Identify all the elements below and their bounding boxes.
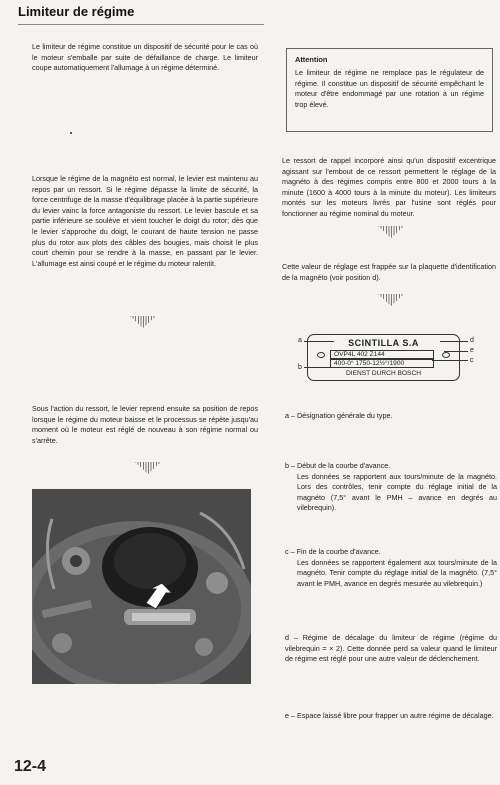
list-item-b [285, 461, 497, 514]
left-paragraph-1: Le limiteur de régime constitue un dispositif de sécurité pour le cas où le moteur s'emballe par suite de défaillance de charge. Le limiteur coupe automatiquement l'allumage à un régime déterminé. [32, 42, 258, 73]
list-item-a [285, 411, 497, 422]
attention-title: Attention [295, 55, 328, 64]
list-item-d [285, 633, 497, 665]
continue-arrow-right-1 [378, 226, 404, 238]
plate-label-a: a [298, 337, 302, 344]
left-paragraph-3: Sous l'action du ressort, le levier reprend ensuite sa position de repos lorsque le régime du moteur baisse et le processus se répète jusqu'au moment où le moteur est réglé de nouveau à son régime normal ou s'arrête. [32, 404, 258, 445]
item-b-body: Les données se rapportent aux tours/minute de la magnéto. Lors des contrôles, tenir compte du réglage initial de la magnéto (7,5° avant le PMH – avance en degrés au vilebrequin). [297, 471, 497, 513]
plate-rivet-left [317, 352, 325, 358]
plate-line-3: DIENST DURCH BOSCH [346, 370, 421, 377]
continue-arrow-right-2 [378, 294, 404, 306]
right-paragraph-2: Cette valeur de réglage est frappée sur la plaquette d'identification de la magnéto (voir position d). [282, 262, 496, 282]
plate-line-2: 400-0° 1750-12½°/1900 [330, 359, 434, 368]
plate-rivet-right [442, 352, 450, 358]
list-item-c [285, 547, 497, 589]
item-d-head: d – Régime de décalage du limiteur de régime (régime du vilebrequin = × 2). Cette donnée perd sa valeur quand le limiteur de régime est réglé pour une autre valeur de déclenchement. [285, 633, 497, 664]
item-c-body: Les données se rapportent également aux tours/minute de la magnéto. Tenir compte du réglage initial de la magnéto. (7,5° avant le PMH, avance en degrés mesurée au vilebrequin.) [297, 557, 497, 588]
page-title: Limiteur de régime [18, 4, 135, 19]
attention-text: Le limiteur de régime ne remplace pas le régulateur de régime. Il constitue un dispositif de sécurité empêchant le moteur d'être endommagé par une rotation à un régime trop élevé. [295, 68, 484, 109]
item-c-head: c – Fin de la courbe d'avance. [285, 547, 381, 556]
leader-c [432, 360, 468, 361]
list-item-e [285, 711, 497, 722]
plate-brand: SCINTILLA S.A [348, 338, 419, 348]
attention-box [286, 48, 493, 132]
title-rule [18, 24, 264, 25]
leader-b [304, 367, 332, 368]
magneto-photo [32, 489, 251, 684]
magneto-photo-drawing [32, 489, 251, 684]
item-b-head: b – Début de la courbe d'avance. [285, 461, 391, 470]
plate-label-d: d [470, 337, 474, 344]
continue-arrow-left-2 [135, 462, 161, 474]
plate-label-c: c [470, 357, 474, 364]
item-a-head: a – Désignation générale du type. [285, 411, 393, 420]
continue-arrow-left-1 [130, 316, 156, 328]
speck [70, 132, 72, 134]
item-e-head: e – Espace laissé libre pour frapper un autre régime de décalage. [285, 711, 494, 720]
plate-line-1: OVP4L 402 Z144 [330, 350, 434, 359]
leader-e [444, 351, 468, 352]
plate-label-e: e [470, 347, 474, 354]
page-number: 12-4 [14, 758, 47, 775]
leader-d [440, 341, 468, 342]
left-paragraph-2: Lorsque le régime de la magnéto est normal, le levier est maintenu au repos par un ressort. Si le régime dépasse la limite de sécurité, la force centrifuge de la masse d'équilibrage placée à la partie supérieure du levier vainc la force antagoniste du ressort. Le levier bascule et sa partie inférieure se soulève et vient toucher le doigt du rotor; dès que le levier s'approche du doigt, le courant de haute tension ne passe plus du rotor aux plots des câbles des bougies, mais choisit le plus court chemin pour se rendre à la masse, en passant par le levier. L'allumage est ainsi coupé et le régime du moteur ralentit. [32, 174, 258, 268]
leader-a [304, 341, 334, 342]
plate-label-b: b [298, 364, 302, 371]
right-paragraph-1: Le ressort de rappel incorporé ainsi qu'un dispositif excentrique agissant sur l'embout de ce ressort permettent le réglage de la magnéto à des régimes compris entre 800 et 2000 tours à la minute (1600 à 4000 tours à la minute du moteur). Les limiteurs montés sur les moteurs livrés par l'usine sont réglés pour fonctionner au régime nominal du moteur. [282, 156, 496, 218]
